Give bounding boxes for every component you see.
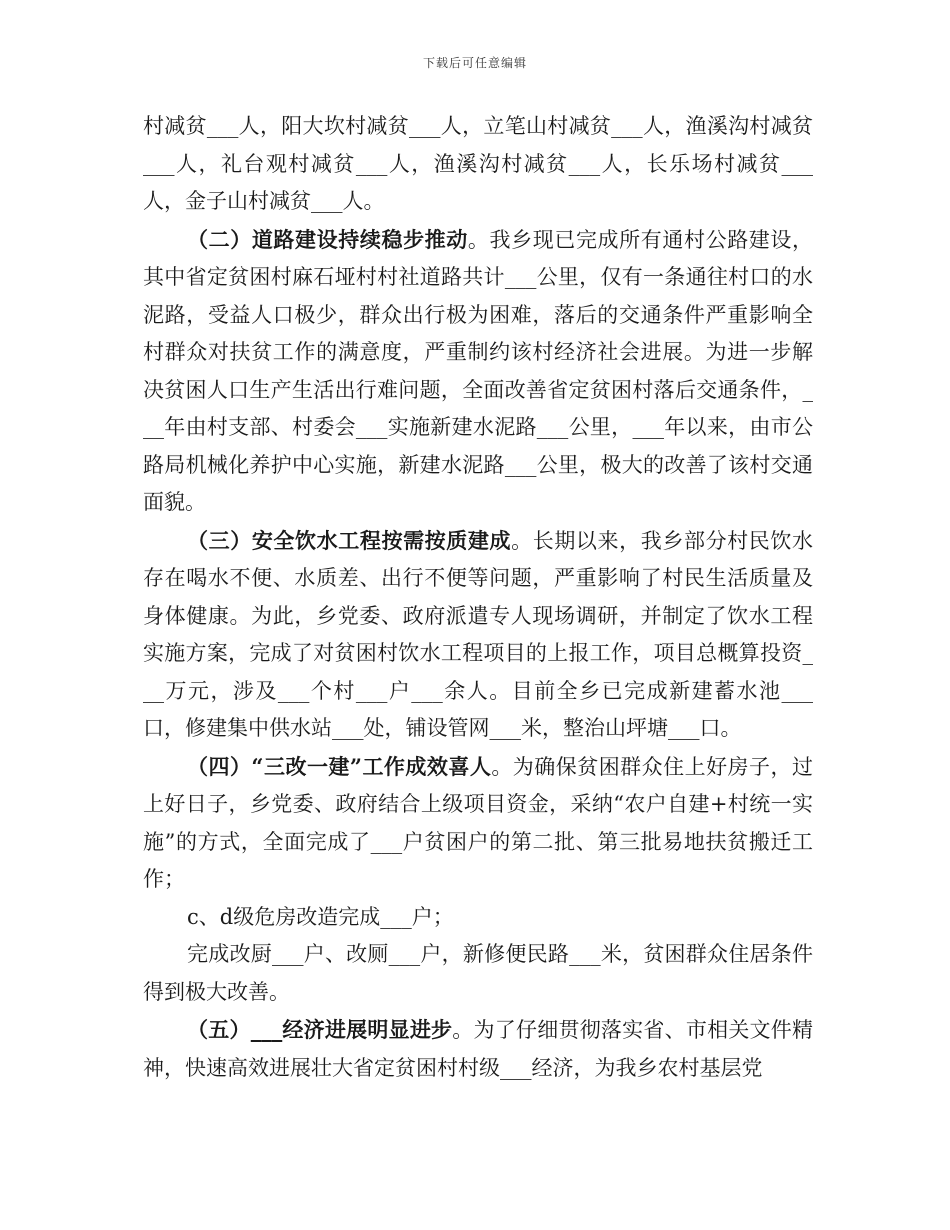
section-heading-water: （三）安全饮水工程按需按质建成 [187,527,512,553]
paragraph-kitchen-toilet [143,936,813,1011]
page-header: 下载后可任意编辑 [422,56,527,70]
document-body [143,108,813,1087]
section-heading-economy: （五）___经济进展明显进步 [187,1017,453,1042]
section-heading-reforms: （四）“三改一建”工作成效喜人 [187,753,492,779]
paragraph-economy [143,1011,813,1087]
paragraph-text: 完成改厨___户、改厕___户，新修便民路___米，贫困群众住居条件得到极大改善。 [143,942,813,1004]
paragraph-drinking-water [143,522,813,748]
paragraph-dangerous-housing [143,899,813,937]
paragraph-road-construction [143,221,813,522]
paragraph-text: 。为了仔细贯彻落实省、市相关文件精神，快速高效进展壮大省定贫困村村级___经济，为我乡农村基层党 [143,1018,814,1080]
paragraph-poverty-reduction [143,108,813,221]
paragraph-text: c、d级危房改造完成___户； [187,904,454,929]
paragraph-text: 。我乡现已完成所有通村公路建设，其中省定贫困村麻石垭村村社道路共计___公里，仅有一条通往村口的水泥路，受益人口极少，群众出行极为困难，落后的交通条件严重影响全村群众对扶贫工作的满意度，严重制约该村经济社会进展。为进一步解决贫困人口生产生活出行难问题，全面改善省定贫困村落后交通条件，___年由村支部、村委会___实施新建水泥路___公里，___年以来，由市公路局机械化养护中心实施，新建水泥路___公里，极大的改善了该村交通面貌。 [143,227,814,514]
paragraph-text: 。为确保贫困群众住上好房子，过上好日子，乡党委、政府结合上级项目资金，采纳“农户自建+村统一实施”的方式，全面完成了___户贫困户的第二批、第三批易地扶贫搬迁工作； [143,754,813,891]
paragraph-text: 村减贫___人，阳大坎村减贫___人，立笔山村减贫___人，渔溪沟村减贫___人，礼台观村减贫___人，渔溪沟村减贫___人，长乐场村减贫___人，金子山村减贫___人。 [143,114,813,213]
section-heading-road: （二）道路建设持续稳步推动 [187,226,468,252]
paragraph-three-reforms [143,748,813,899]
paragraph-text: 。长期以来，我乡部分村民饮水存在喝水不便、水质差、出行不便等问题，严重影响了村民生活质量及身体健康。为此，乡党委、政府派遣专人现场调研，并制定了饮水工程实施方案，完成了对贫困村饮水工程项目的上报工作，项目总概算投资___万元，涉及___个村___户___余人。目前全乡已完成新建蓄水池___口，修建集中供水站___处，铺设管网___米，整治山坪塘___口。 [143,528,814,740]
